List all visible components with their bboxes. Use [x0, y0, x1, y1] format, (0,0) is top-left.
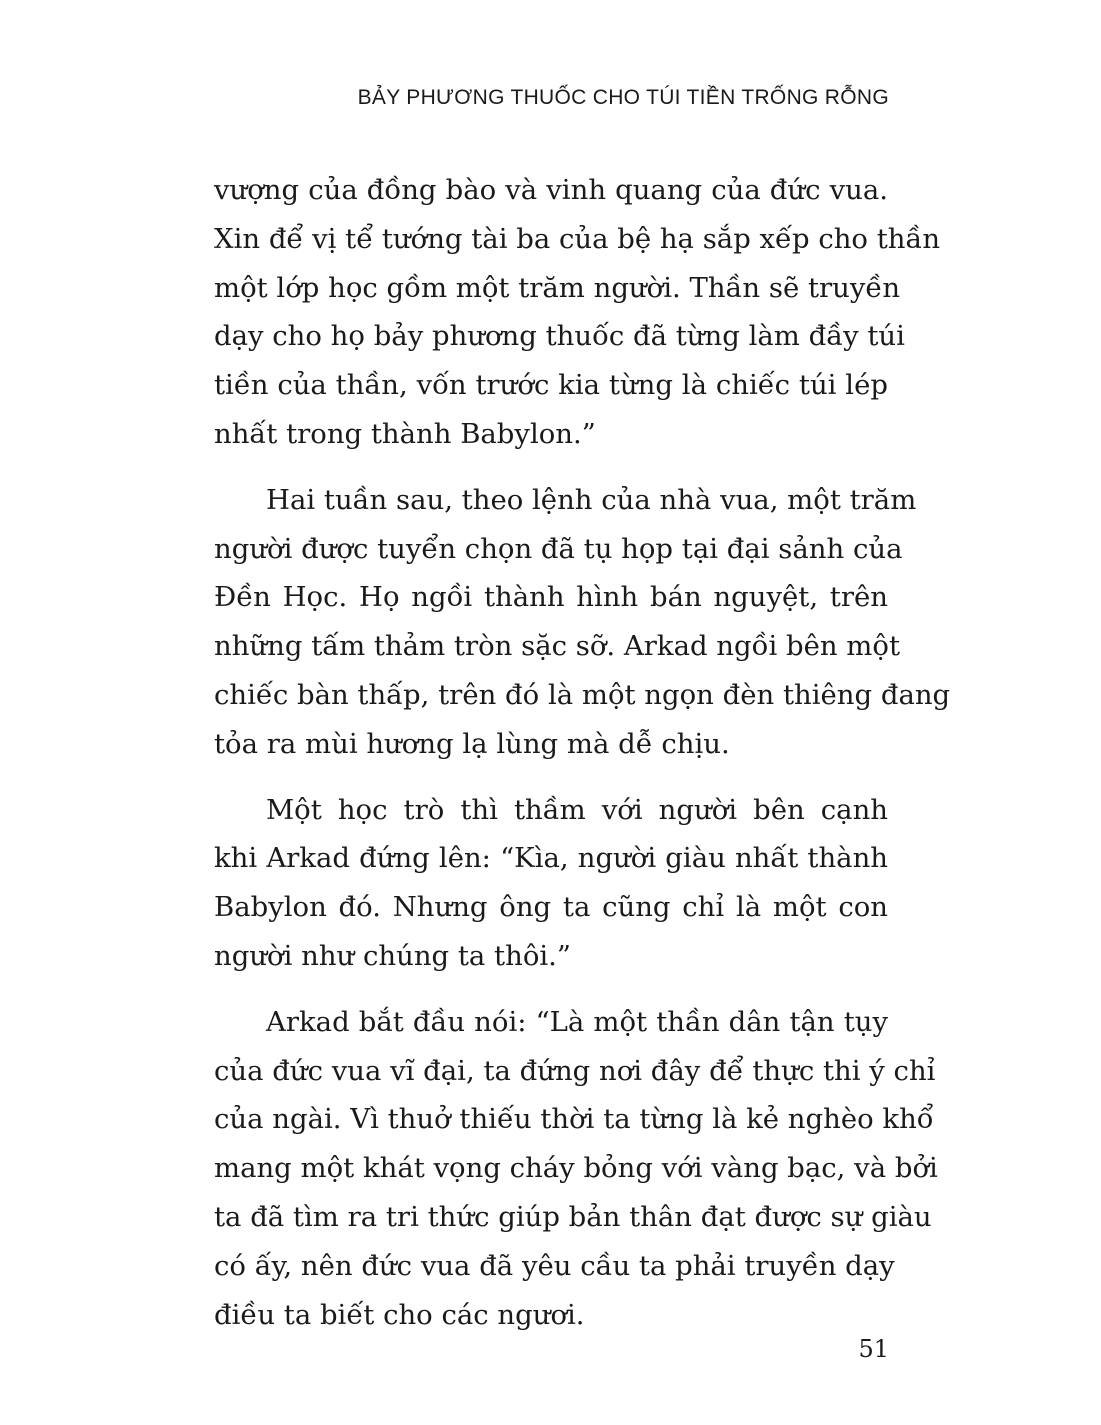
text-line: một lớp học gồm một trăm người. Thần sẽ truyền	[214, 271, 901, 304]
text-line: khi Arkad đứng lên: “Kìa, người giàu nhất thành	[214, 842, 888, 875]
text-line: tiền của thần, vốn trước kia từng là chiếc túi lép	[214, 369, 888, 402]
body-text	[214, 166, 951, 1356]
text-line: của ngài. Vì thuở thiếu thời ta từng là kẻ nghèo khổ	[214, 1103, 934, 1136]
text-line: Hai tuần sau, theo lệnh của nhà vua, một trăm	[266, 483, 917, 516]
text-line: của đức vua vĩ đại, ta đứng nơi đây để thực thi ý chỉ	[214, 1054, 936, 1087]
text-line: Arkad bắt đầu nói: “Là một thần dân tận tụy	[266, 1005, 888, 1038]
paragraph-4	[214, 998, 938, 1340]
text-line: người được tuyển chọn đã tụ họp tại đại sảnh của	[214, 532, 903, 565]
text-line: Đền Học. Họ ngồi thành hình bán nguyệt, trên	[214, 581, 888, 614]
text-line: vượng của đồng bào và vinh quang của đức vua.	[214, 174, 888, 206]
text-line: điều ta biết cho các ngươi.	[214, 1298, 585, 1331]
text-line: Babylon đó. Nhưng ông ta cũng chỉ là một con	[214, 891, 888, 924]
text-line: mang một khát vọng cháy bỏng với vàng bạc, và bởi	[214, 1152, 938, 1185]
text-line: Một học trò thì thầm với người bên cạnh	[266, 793, 888, 826]
page-number: 51	[858, 1335, 889, 1363]
text-line: những tấm thảm tròn sặc sỡ. Arkad ngồi bên một	[214, 630, 900, 663]
text-line: nhất trong thành Babylon.”	[214, 417, 596, 450]
text-line: Xin để vị tể tướng tài ba của bệ hạ sắp xếp cho thần	[214, 222, 941, 255]
text-line: có ấy, nên đức vua đã yêu cầu ta phải truyền dạy	[214, 1249, 895, 1282]
text-line: ta đã tìm ra tri thức giúp bản thân đạt được sự giàu	[214, 1200, 932, 1233]
text-line: dạy cho họ bảy phương thuốc đã từng làm đầy túi	[214, 320, 905, 353]
paragraph-3	[214, 786, 888, 981]
text-line: người như chúng ta thôi.”	[214, 939, 571, 972]
paragraph-1	[214, 166, 941, 459]
paragraph-2	[214, 476, 951, 769]
text-line: tỏa ra mùi hương lạ lùng mà dễ chịu.	[214, 727, 730, 760]
text-line: chiếc bàn thấp, trên đó là một ngọn đèn thiêng đang	[214, 678, 951, 711]
running-header: BẢY PHƯƠNG THUỐC CHO TÚI TIỀN TRỐNG RỖNG	[357, 86, 889, 109]
